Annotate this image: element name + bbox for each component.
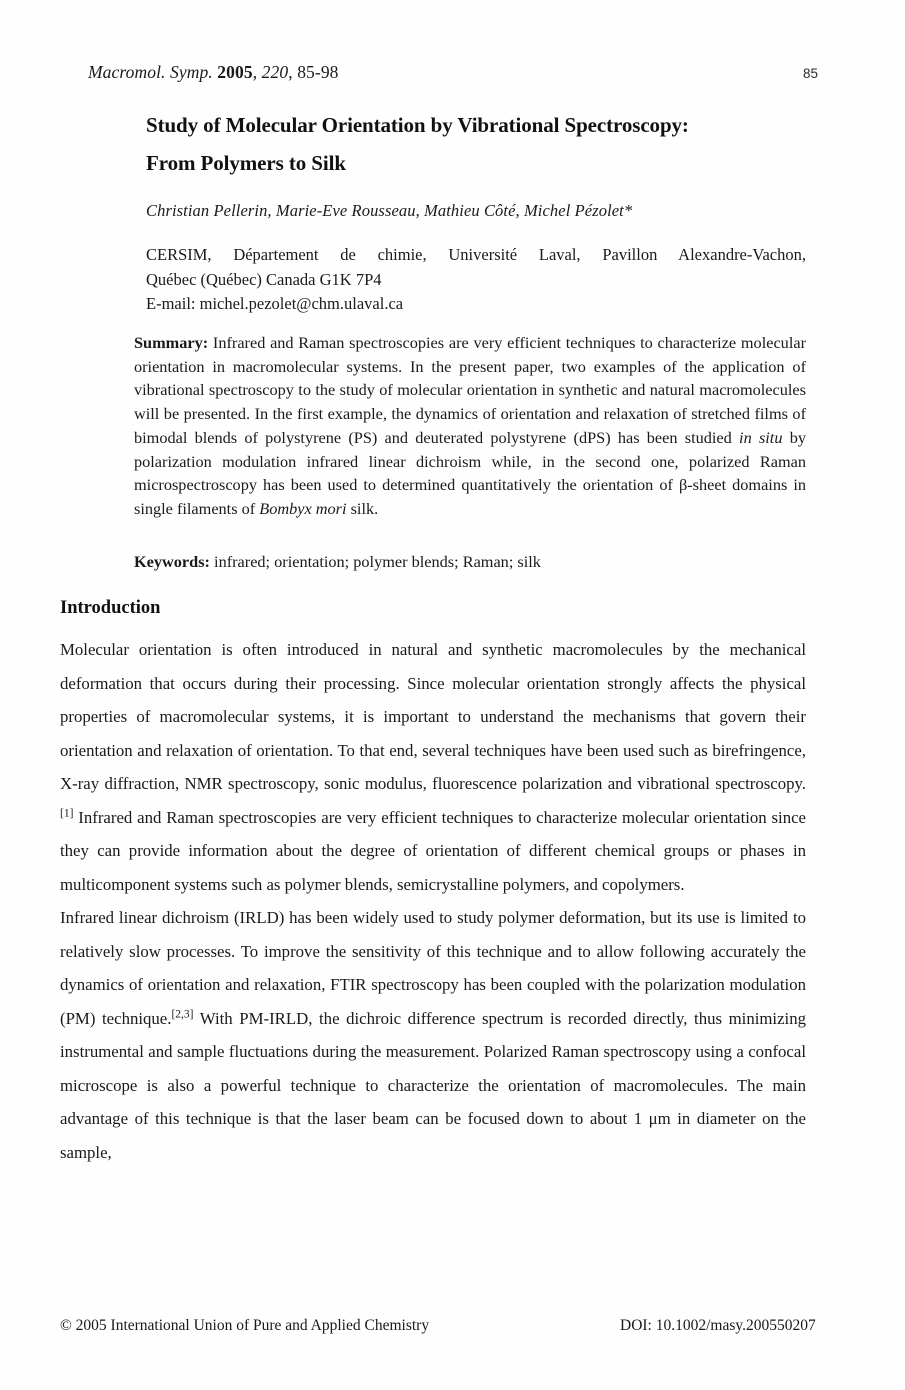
journal-name: Macromol. Symp.: [88, 62, 213, 82]
body-text: [60, 633, 806, 1169]
keywords-label: Keywords:: [134, 552, 210, 571]
citation-ref-2-3: [2,3]: [171, 1007, 194, 1020]
citation-ref-1: [1]: [60, 806, 74, 819]
paragraph-1-text-b: Infrared and Raman spectroscopies are very efficient techniques to characterize molecular orientation since they can provide information about the degree of orientation of different chemical groups or phases in multicomponent systems such as polymer blends, semicrystalline polymers, and copolymers.: [60, 807, 806, 894]
body-paragraph-2: [60, 901, 806, 1169]
publication-year: 2005: [217, 62, 253, 82]
paragraph-2-text-b: With PM-IRLD, the dichroic difference spectrum is recorded directly, thus minimizing instrumental and sample fluctuations during the measurement. Polarized Raman spectroscopy using a confocal microscope is also a powerful technique to characterize the orientation of macromolecules. The main advantage of this technique is that the laser beam can be focused down to about 1 μm in diameter on the sample,: [60, 1008, 806, 1162]
section-heading-introduction: Introduction: [60, 598, 161, 618]
footer-copyright: © 2005 International Union of Pure and Applied Chemistry: [60, 1317, 430, 1334]
affiliation-line-2: Québec (Québec) Canada G1K 7P4: [146, 269, 382, 289]
page-title: [146, 106, 818, 182]
summary-abstract: [134, 331, 806, 521]
title-line-2: From Polymers to Silk: [146, 151, 346, 175]
page-footer: [60, 1317, 820, 1339]
footer-doi: DOI: 10.1002/masy.200550207: [620, 1317, 816, 1334]
page-range: 85-98: [297, 62, 339, 82]
summary-italic-bombyx-mori: Bombyx mori: [259, 498, 347, 518]
author-list: Christian Pellerin, Marie-Eve Rousseau, Mathieu Côté, Michel Pézolet*: [146, 201, 633, 220]
keywords-line: [134, 552, 806, 572]
page-number: 85: [802, 66, 818, 81]
summary-text-part-1: Infrared and Raman spectroscopies are very efficient techniques to characterize molecular orientation in macromolecular systems. In the present paper, two examples of the application of vibrational spectroscopy to the study of molecular orientation in synthetic and natural macromolecules will be presented. In the first example, the dynamics of orientation and relaxation of stretched films of bimodal blends of polystyrene (PS) and deuterated polystyrene (dPS) has been studied: [134, 333, 806, 447]
paragraph-2-text-a: Infrared linear dichroism (IRLD) has been widely used to study polymer deformation, but its use is limited to relatively slow processes. To improve the sensitivity of this technique and to allow following accurately the dynamics of orientation and relaxation, FTIR spectroscopy has been coupled with the polarization modulation (PM) technique.: [60, 908, 806, 1028]
affiliation-block: [146, 243, 806, 317]
summary-italic-in-situ: in situ: [739, 427, 783, 447]
keywords-value: infrared; orientation; polymer blends; Raman; silk: [209, 552, 541, 571]
volume-number: 220: [261, 62, 289, 82]
paragraph-1-text-a: Molecular orientation is often introduced in natural and synthetic macromolecules by the mechanical deformation that occurs during their processing. Since molecular orientation strongly affects the physical properties of macromolecular systems, it is important to understand the mechanisms that govern their orientation and relaxation of orientation. To that end, several techniques have been used such as birefringence, X-ray diffraction, NMR spectroscopy, sonic modulus, fluorescence polarization and vibrational spectroscopy.: [60, 640, 806, 793]
summary-text-part-3: silk.: [346, 498, 379, 518]
affiliation-line-1: CERSIM, Département de chimie, Université Laval, Pavillon Alexandre-Vachon,: [146, 245, 806, 264]
running-head-citation: Macromol. Symp. 2005, 220, 85-98: [88, 62, 339, 82]
body-paragraph-1: [60, 633, 806, 901]
running-head: [88, 62, 818, 86]
summary-label: Summary:: [134, 333, 209, 352]
title-line-1: Study of Molecular Orientation by Vibrational Spectroscopy:: [146, 113, 689, 137]
summary-text-part-2: by polarization modulation infrared linear dichroism while, in the second one, polarized Raman microspectroscopy has been used to determined quantitatively the orientation of β-sheet domains in single filaments of: [134, 427, 807, 518]
affiliation-email: E-mail: michel.pezolet@chm.ulaval.ca: [146, 294, 404, 313]
